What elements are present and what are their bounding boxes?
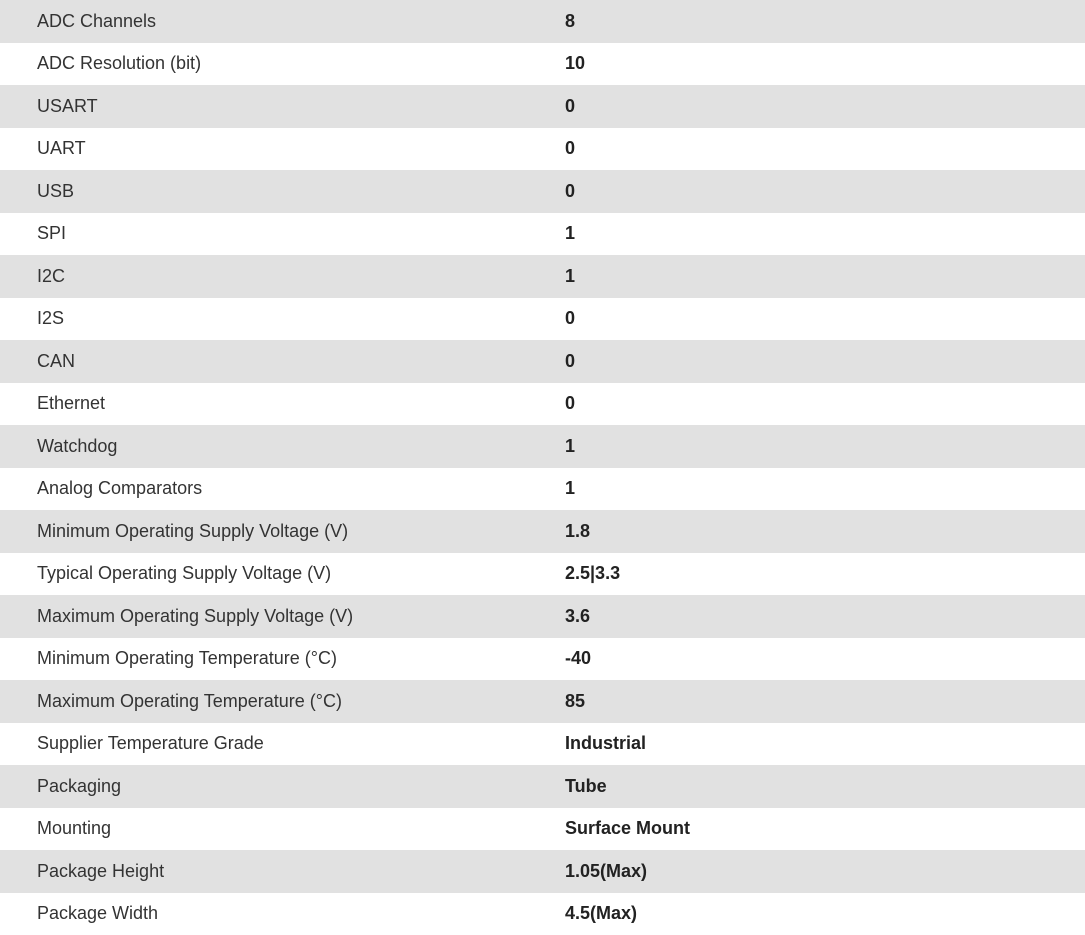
spec-value: 1: [565, 425, 1085, 468]
spec-value: -40: [565, 638, 1085, 681]
spec-label: UART: [0, 128, 565, 171]
spec-label: I2C: [0, 255, 565, 298]
spec-value: 0: [565, 383, 1085, 426]
spec-value: 2.5|3.3: [565, 553, 1085, 596]
spec-value: 1.8: [565, 510, 1085, 553]
spec-label: Package Width: [0, 893, 565, 935]
spec-label: I2S: [0, 298, 565, 341]
spec-value: 4.5(Max): [565, 893, 1085, 935]
spec-row-package-width: [0, 893, 1085, 935]
spec-label: Mounting: [0, 808, 565, 851]
spec-value: Industrial: [565, 723, 1085, 766]
spec-row-typical-supply-voltage: [0, 553, 1085, 596]
spec-label: Package Height: [0, 850, 565, 893]
spec-row-i2s: [0, 298, 1085, 341]
spec-value: 0: [565, 298, 1085, 341]
spec-value: Surface Mount: [565, 808, 1085, 851]
spec-value: 8: [565, 0, 1085, 43]
spec-label: USART: [0, 85, 565, 128]
spec-label: Maximum Operating Supply Voltage (V): [0, 595, 565, 638]
spec-label: CAN: [0, 340, 565, 383]
spec-label: Packaging: [0, 765, 565, 808]
spec-label: Analog Comparators: [0, 468, 565, 511]
spec-row-usart: [0, 85, 1085, 128]
spec-row-adc-channels: [0, 0, 1085, 43]
spec-row-adc-resolution: [0, 43, 1085, 86]
spec-label: ADC Channels: [0, 0, 565, 43]
spec-label: Minimum Operating Supply Voltage (V): [0, 510, 565, 553]
spec-row-package-height: [0, 850, 1085, 893]
spec-value: 1.05(Max): [565, 850, 1085, 893]
spec-row-can: [0, 340, 1085, 383]
spec-label: Minimum Operating Temperature (°C): [0, 638, 565, 681]
spec-value: 1: [565, 468, 1085, 511]
spec-row-i2c: [0, 255, 1085, 298]
spec-label: USB: [0, 170, 565, 213]
spec-label: Ethernet: [0, 383, 565, 426]
spec-value: 10: [565, 43, 1085, 86]
spec-row-ethernet: [0, 383, 1085, 426]
spec-value: 1: [565, 213, 1085, 256]
spec-label: ADC Resolution (bit): [0, 43, 565, 86]
spec-label: Watchdog: [0, 425, 565, 468]
spec-row-min-supply-voltage: [0, 510, 1085, 553]
spec-row-supplier-temperature-grade: [0, 723, 1085, 766]
spec-row-analog-comparators: [0, 468, 1085, 511]
spec-value: 0: [565, 85, 1085, 128]
spec-row-spi: [0, 213, 1085, 256]
spec-label: Supplier Temperature Grade: [0, 723, 565, 766]
spec-row-packaging: [0, 765, 1085, 808]
spec-value: Tube: [565, 765, 1085, 808]
spec-value: 3.6: [565, 595, 1085, 638]
spec-value: 0: [565, 128, 1085, 171]
spec-label: Maximum Operating Temperature (°C): [0, 680, 565, 723]
spec-row-uart: [0, 128, 1085, 171]
spec-value: 85: [565, 680, 1085, 723]
spec-label: SPI: [0, 213, 565, 256]
spec-row-max-operating-temperature: [0, 680, 1085, 723]
spec-row-mounting: [0, 808, 1085, 851]
spec-value: 1: [565, 255, 1085, 298]
spec-row-min-operating-temperature: [0, 638, 1085, 681]
spec-value: 0: [565, 340, 1085, 383]
spec-row-watchdog: [0, 425, 1085, 468]
spec-row-usb: [0, 170, 1085, 213]
spec-label: Typical Operating Supply Voltage (V): [0, 553, 565, 596]
spec-row-max-supply-voltage: [0, 595, 1085, 638]
spec-value: 0: [565, 170, 1085, 213]
